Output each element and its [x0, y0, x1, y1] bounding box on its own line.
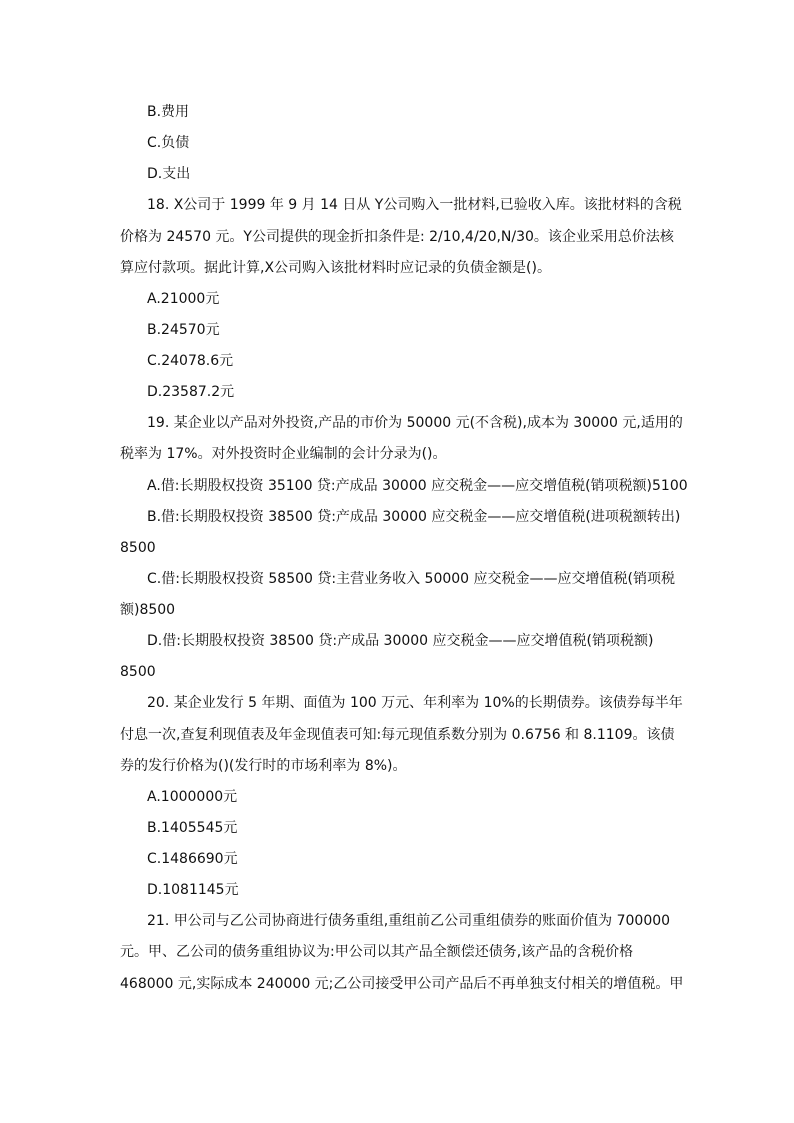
option-text-line: D.23587.2元	[147, 384, 235, 401]
option-text-line: B.1405545元	[147, 819, 238, 836]
option-text-line: 8500	[120, 539, 156, 556]
option-text-line: 8500	[120, 664, 156, 681]
answer-option	[120, 875, 680, 906]
option-text-line: A.1000000元	[147, 788, 238, 805]
option-text-line: C.借:长期股权投资 58500 贷:主营业务收入 50000 应交税金——应交增值税(销项税	[147, 570, 675, 587]
option-text-line: D.借:长期股权投资 38500 贷:产成品 30000 应交税金——应交增值税(销项税额)	[147, 633, 654, 650]
answer-option	[120, 346, 680, 377]
question-text-line: 19. 某企业以产品对外投资,产品的市价为 50000 元(不含税),成本为 30000 元,适用的	[147, 415, 683, 432]
option-text-line: B.24570元	[147, 321, 220, 338]
question-text-line: 元。甲、乙公司的债务重组协议为:甲公司以其产品全额偿还债务,该产品的含税价格	[120, 944, 634, 961]
option-text-line: D.支出	[147, 166, 191, 183]
question-text-line: 付息一次,查复利现值表及年金现值表可知:每元现值系数分别为 0.6756 和 8.1109。该债	[120, 726, 675, 743]
question-text-line: 21. 甲公司与乙公司协商进行债务重组,重组前乙公司重组债券的账面价值为 700000	[147, 913, 671, 930]
option-text-line: A.借:长期股权投资 35100 贷:产成品 30000 应交税金——应交增值税(销项税额)5100	[147, 477, 688, 494]
option-text-line: C.负债	[147, 135, 190, 152]
answer-option	[120, 377, 680, 408]
question-text-line: 算应付款项。据此计算,X公司购入该批材料时应记录的负债金额是()。	[120, 259, 551, 276]
option-text-line: C.1486690元	[147, 851, 238, 867]
question-21	[120, 906, 684, 999]
answer-option	[120, 502, 680, 564]
answer-option	[120, 471, 688, 502]
question-text-line: 价格为 24570 元。Y公司提供的现金折扣条件是: 2/10,4/20,N/30。该企业采用总价法核	[120, 228, 674, 245]
answer-option	[120, 97, 680, 128]
answer-option	[120, 626, 680, 688]
question-text-line: 468000 元,实际成本 240000 元;乙公司接受甲公司产品后不再单独支付相关的增值税。甲	[120, 975, 684, 992]
answer-option	[120, 782, 680, 813]
answer-option	[120, 128, 680, 159]
option-text-line: C.24078.6元	[147, 353, 234, 369]
answer-option	[120, 564, 680, 626]
question-18	[120, 190, 680, 283]
option-text-line: D.1081145元	[147, 882, 239, 899]
question-19	[120, 408, 683, 470]
answer-option	[120, 844, 680, 875]
answer-option	[120, 813, 680, 844]
question-text-line: 券的发行价格为()(发行时的市场利率为 8%)。	[120, 757, 407, 774]
question-20	[120, 688, 683, 781]
question-text-line: 20. 某企业发行 5 年期、面值为 100 万元、年利率为 10%的长期债券。该债券每半年	[147, 695, 683, 712]
option-text-line: A.21000元	[147, 290, 220, 307]
question-text-line: 税率为 17%。对外投资时企业编制的会计分录为()。	[120, 446, 447, 463]
question-text-line: 18. X公司于 1999 年 9 月 14 日从 Y公司购入一批材料,已验收入库。该批材料的含税	[147, 197, 682, 214]
option-text-line: B.借:长期股权投资 38500 贷:产成品 30000 应交税金——应交增值税(进项税额转出)	[147, 508, 681, 525]
answer-option	[120, 159, 680, 190]
option-text-line: B.费用	[147, 104, 190, 120]
option-text-line: 额)8500	[120, 602, 176, 618]
answer-option	[120, 315, 680, 346]
document-page	[120, 97, 688, 1000]
answer-option	[120, 284, 680, 315]
